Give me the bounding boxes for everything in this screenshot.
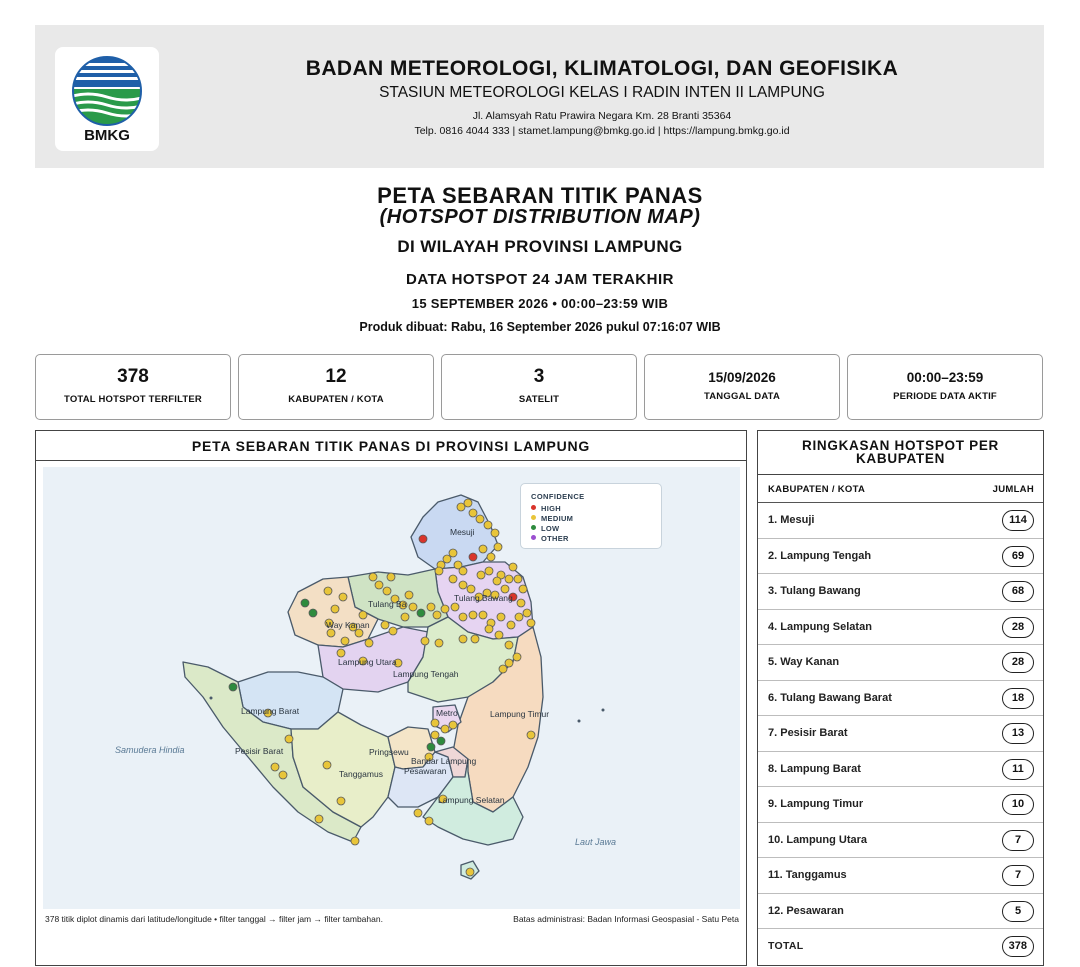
hotspot-marker[interactable]	[459, 567, 467, 575]
kabupaten-name: 4. Lampung Selatan	[768, 620, 872, 633]
kabupaten-name: 9. Lampung Timur	[768, 798, 864, 810]
hotspot-marker[interactable]	[425, 817, 433, 825]
hotspot-marker[interactable]	[355, 629, 363, 637]
summary-row	[758, 539, 1043, 575]
hotspot-count: 11	[1002, 759, 1034, 780]
kabupaten-name: 1. Mesuji	[768, 514, 815, 526]
hotspot-marker[interactable]	[505, 641, 513, 649]
hotspot-marker[interactable]	[505, 659, 513, 667]
station-name: STASIUN METEOROLOGI KELAS I RADIN INTEN II LAMPUNG	[379, 84, 825, 101]
kabupaten-name: 8. Lampung Barat	[768, 762, 861, 775]
summary-row	[758, 610, 1043, 646]
legend-swatch-other	[531, 535, 536, 540]
kabupaten-name: 11. Tanggamus	[768, 869, 847, 881]
hotspot-marker[interactable]	[443, 555, 451, 563]
hotspot-count: 5	[1002, 901, 1034, 922]
hotspot-marker[interactable]	[527, 619, 535, 627]
hotspot-marker[interactable]	[351, 837, 359, 845]
kabupaten-name: 5. Way Kanan	[768, 656, 840, 668]
stat-card-satelit	[441, 354, 637, 420]
summary-row	[758, 574, 1043, 610]
hotspot-marker[interactable]	[285, 735, 293, 743]
address: Jl. Alamsyah Ratu Prawira Negara Km. 28 Branti 35364	[472, 110, 732, 122]
hotspot-marker[interactable]	[389, 627, 397, 635]
hotspot-marker[interactable]	[441, 725, 449, 733]
hotspot-marker[interactable]	[484, 521, 492, 529]
hotspot-marker[interactable]	[414, 809, 422, 817]
hotspot-marker[interactable]	[417, 609, 425, 617]
hotspot-marker[interactable]	[327, 629, 335, 637]
hotspot-marker[interactable]	[501, 585, 509, 593]
hotspot-marker[interactable]	[449, 549, 457, 557]
col-kabupaten: KABUPATEN / KOTA	[768, 484, 866, 495]
legend-item-other: OTHER	[531, 534, 569, 543]
hotspot-marker[interactable]	[309, 609, 317, 617]
hotspot-marker[interactable]	[523, 609, 531, 617]
hotspot-marker[interactable]	[499, 665, 507, 673]
hotspot-marker[interactable]	[466, 868, 474, 876]
hotspot-marker[interactable]	[421, 637, 429, 645]
summary-row	[758, 787, 1043, 823]
legend-item-low: LOW	[531, 524, 559, 533]
stat-value: 378	[117, 366, 149, 387]
hotspot-marker[interactable]	[487, 553, 495, 561]
hotspot-marker[interactable]	[365, 639, 373, 647]
label-laut-jawa: Laut Jawa	[575, 837, 617, 847]
legend-title: CONFIDENCE	[531, 492, 585, 501]
summary-row	[758, 716, 1043, 752]
hotspot-marker[interactable]	[519, 585, 527, 593]
hotspot-marker[interactable]	[497, 613, 505, 621]
hotspot-marker[interactable]	[491, 529, 499, 537]
stat-card-tanggal	[644, 354, 840, 420]
kabupaten-name: 3. Tulang Bawang	[768, 585, 861, 597]
label-lampung-selatan: Lampung Selatan	[438, 795, 505, 805]
hotspot-marker[interactable]	[494, 543, 502, 551]
hotspot-map[interactable]	[43, 467, 740, 909]
page-title-english: (HOTSPOT DISTRIBUTION MAP)	[379, 206, 701, 228]
hotspot-marker[interactable]	[337, 649, 345, 657]
hotspot-marker[interactable]	[459, 613, 467, 621]
hotspot-marker[interactable]	[467, 585, 475, 593]
label-bandar-lampung: Bandar Lampung	[411, 756, 477, 766]
bmkg-emblem-icon	[69, 53, 145, 129]
legend-swatch-medium	[531, 515, 536, 520]
hotspot-marker[interactable]	[441, 605, 449, 613]
summary-row	[758, 752, 1043, 788]
stat-value: 3	[533, 366, 545, 387]
summary-total-row	[758, 929, 1043, 965]
kabupaten-name: 2. Lampung Tengah	[768, 549, 872, 562]
header-banner	[35, 25, 1044, 168]
hotspot-marker[interactable]	[459, 581, 467, 589]
stat-label: TOTAL HOTSPOT TERFILTER	[64, 394, 202, 405]
summary-row	[758, 858, 1043, 894]
hotspot-marker[interactable]	[464, 499, 472, 507]
summary-title: RINGKASAN HOTSPOT PER KABUPATEN	[758, 431, 1043, 475]
hotspot-marker[interactable]	[527, 731, 535, 739]
hotspot-marker[interactable]	[476, 515, 484, 523]
hotspot-count: 13	[1002, 723, 1034, 744]
summary-header	[758, 475, 1043, 503]
hotspot-marker[interactable]	[387, 573, 395, 581]
hotspot-marker[interactable]	[375, 581, 383, 589]
hotspot-marker[interactable]	[301, 599, 309, 607]
hotspot-marker[interactable]	[449, 575, 457, 583]
hotspot-count: 7	[1002, 830, 1034, 851]
hotspot-marker[interactable]	[229, 683, 237, 691]
hotspot-marker[interactable]	[514, 575, 522, 583]
hotspot-marker[interactable]	[435, 639, 443, 647]
summary-row	[758, 681, 1043, 717]
map-source: Batas administrasi: Badan Informasi Geospasial - Satu Peta	[513, 914, 739, 924]
legend-item-high: HIGH	[531, 504, 561, 513]
stat-label: PERIODE DATA AKTIF	[893, 391, 997, 402]
hotspot-marker[interactable]	[339, 593, 347, 601]
hotspot-marker[interactable]	[427, 603, 435, 611]
hotspot-count: 68	[1002, 581, 1034, 602]
hotspot-marker[interactable]	[341, 637, 349, 645]
label-mesuji: Mesuji	[450, 527, 475, 537]
label-tanggamus: Tanggamus	[339, 769, 383, 779]
hotspot-marker[interactable]	[513, 653, 521, 661]
hotspot-marker[interactable]	[431, 731, 439, 739]
hotspot-marker[interactable]	[337, 797, 345, 805]
hotspot-count: 10	[1002, 794, 1034, 815]
label-tulang-bawang: Tulang Bawang	[454, 593, 513, 603]
label-samudera-hindia: Samudera Hindia	[115, 745, 185, 755]
stat-card-kabupaten	[238, 354, 434, 420]
hotspot-marker[interactable]	[331, 605, 339, 613]
hotspot-marker[interactable]	[381, 621, 389, 629]
hotspot-marker[interactable]	[505, 575, 513, 583]
region-title: DI WILAYAH PROVINSI LAMPUNG	[397, 237, 683, 256]
contact-info: Telp. 0816 4044 333 | stamet.lampung@bmkg.go.id | https://lampung.bmkg.go.id	[414, 125, 790, 137]
hotspot-count: 28	[1002, 652, 1034, 673]
hotspot-marker[interactable]	[324, 587, 332, 595]
legend-swatch-low	[531, 525, 536, 530]
kabupaten-name: 10. Lampung Utara	[768, 833, 868, 846]
hotspot-marker[interactable]	[427, 743, 435, 751]
hotspot-marker[interactable]	[471, 635, 479, 643]
confidence-legend	[520, 483, 662, 549]
hotspot-marker[interactable]	[469, 611, 477, 619]
hotspot-marker[interactable]	[485, 625, 493, 633]
map-title: PETA SEBARAN TITIK PANAS DI PROVINSI LAMPUNG	[36, 431, 746, 461]
stat-value: 15/09/2026	[708, 370, 776, 385]
logo-label: BMKG	[84, 127, 130, 144]
hotspot-marker[interactable]	[449, 721, 457, 729]
hotspot-count: 114	[1002, 510, 1034, 531]
hotspot-marker[interactable]	[479, 545, 487, 553]
hotspot-marker[interactable]	[401, 613, 409, 621]
map-panel	[35, 430, 747, 966]
label-way-kanan: Way Kanan	[326, 620, 370, 630]
hotspot-marker[interactable]	[435, 567, 443, 575]
hotspot-marker[interactable]	[495, 631, 503, 639]
total-label: TOTAL	[768, 940, 804, 952]
summary-row	[758, 645, 1043, 681]
label-lampung-tengah: Lampung Tengah	[393, 669, 459, 679]
kabupaten-name: 12. Pesawaran	[768, 904, 844, 917]
data-label: DATA HOTSPOT 24 JAM TERAKHIR	[406, 271, 674, 288]
hotspot-marker[interactable]	[507, 621, 515, 629]
label-lampung-utara: Lampung Utara	[338, 657, 397, 667]
org-title: BADAN METEOROLOGI, KLIMATOLOGI, DAN GEOFISIKA	[305, 57, 899, 80]
hotspot-marker[interactable]	[383, 587, 391, 595]
hotspot-marker[interactable]	[437, 737, 445, 745]
hotspot-marker[interactable]	[409, 603, 417, 611]
hotspot-marker[interactable]	[515, 613, 523, 621]
hotspot-marker[interactable]	[359, 611, 367, 619]
produced-timestamp: Produk dibuat: Rabu, 16 September 2026 pukul 07:16:07 WIB	[359, 320, 721, 334]
hotspot-marker[interactable]	[279, 771, 287, 779]
hotspot-count: 69	[1002, 546, 1034, 567]
label-lampung-timur: Lampung Timur	[490, 709, 550, 719]
hotspot-marker[interactable]	[469, 509, 477, 517]
hotspot-marker[interactable]	[419, 535, 427, 543]
date-range: 15 SEPTEMBER 2026 • 00:00–23:59 WIB	[411, 296, 669, 311]
label-metro: Metro	[436, 708, 458, 718]
legend-swatch-high	[531, 505, 536, 510]
summary-panel	[757, 430, 1044, 966]
hotspot-marker[interactable]	[405, 591, 413, 599]
stat-card-total	[35, 354, 231, 420]
label-pringsewu: Pringsewu	[369, 747, 409, 757]
hotspot-marker[interactable]	[451, 603, 459, 611]
hotspot-marker[interactable]	[509, 563, 517, 571]
hotspot-count: 28	[1002, 617, 1034, 638]
hotspot-marker[interactable]	[493, 577, 501, 585]
legend-item-medium: MEDIUM	[531, 514, 573, 523]
stat-label: SATELIT	[518, 394, 560, 405]
page-title: PETA SEBARAN TITIK PANAS	[377, 183, 703, 208]
label-pesawaran: Pesawaran	[404, 766, 447, 776]
summary-row	[758, 503, 1043, 539]
bmkg-logo	[55, 47, 159, 151]
hotspot-marker[interactable]	[479, 611, 487, 619]
hotspot-marker[interactable]	[477, 571, 485, 579]
kabupaten-name: 7. Pesisir Barat	[768, 727, 848, 739]
summary-row	[758, 823, 1043, 859]
hotspot-marker[interactable]	[517, 599, 525, 607]
label-pesisir-barat: Pesisir Barat	[235, 746, 284, 756]
stat-label: TANGGAL DATA	[703, 391, 781, 402]
summary-row	[758, 894, 1043, 930]
hotspot-marker[interactable]	[459, 635, 467, 643]
hotspot-marker[interactable]	[469, 553, 477, 561]
map-footnote: 378 titik diplot dinamis dari latitude/longitude • filter tanggal → filter jam → filter tambahan.	[45, 914, 383, 924]
hotspot-marker[interactable]	[323, 761, 331, 769]
kabupaten-name: 6. Tulang Bawang Barat	[768, 691, 892, 704]
total-count: 378	[1002, 936, 1034, 957]
col-jumlah: JUMLAH	[992, 484, 1034, 495]
stat-card-periode	[847, 354, 1043, 420]
stat-value: 00:00–23:59	[906, 370, 984, 385]
stat-label: KABUPATEN / KOTA	[288, 394, 384, 405]
hotspot-marker[interactable]	[271, 763, 279, 771]
label-tulang-bawang-barat: Tulang Ba	[368, 599, 407, 609]
hotspot-marker[interactable]	[433, 611, 441, 619]
label-lampung-barat: Lampung Barat	[241, 706, 300, 716]
hotspot-marker[interactable]	[315, 815, 323, 823]
stat-value: 12	[325, 366, 347, 387]
hotspot-count: 18	[1002, 688, 1034, 709]
hotspot-marker[interactable]	[431, 719, 439, 727]
hotspot-count: 7	[1002, 865, 1034, 886]
hotspot-marker[interactable]	[369, 573, 377, 581]
hotspot-marker[interactable]	[485, 567, 493, 575]
